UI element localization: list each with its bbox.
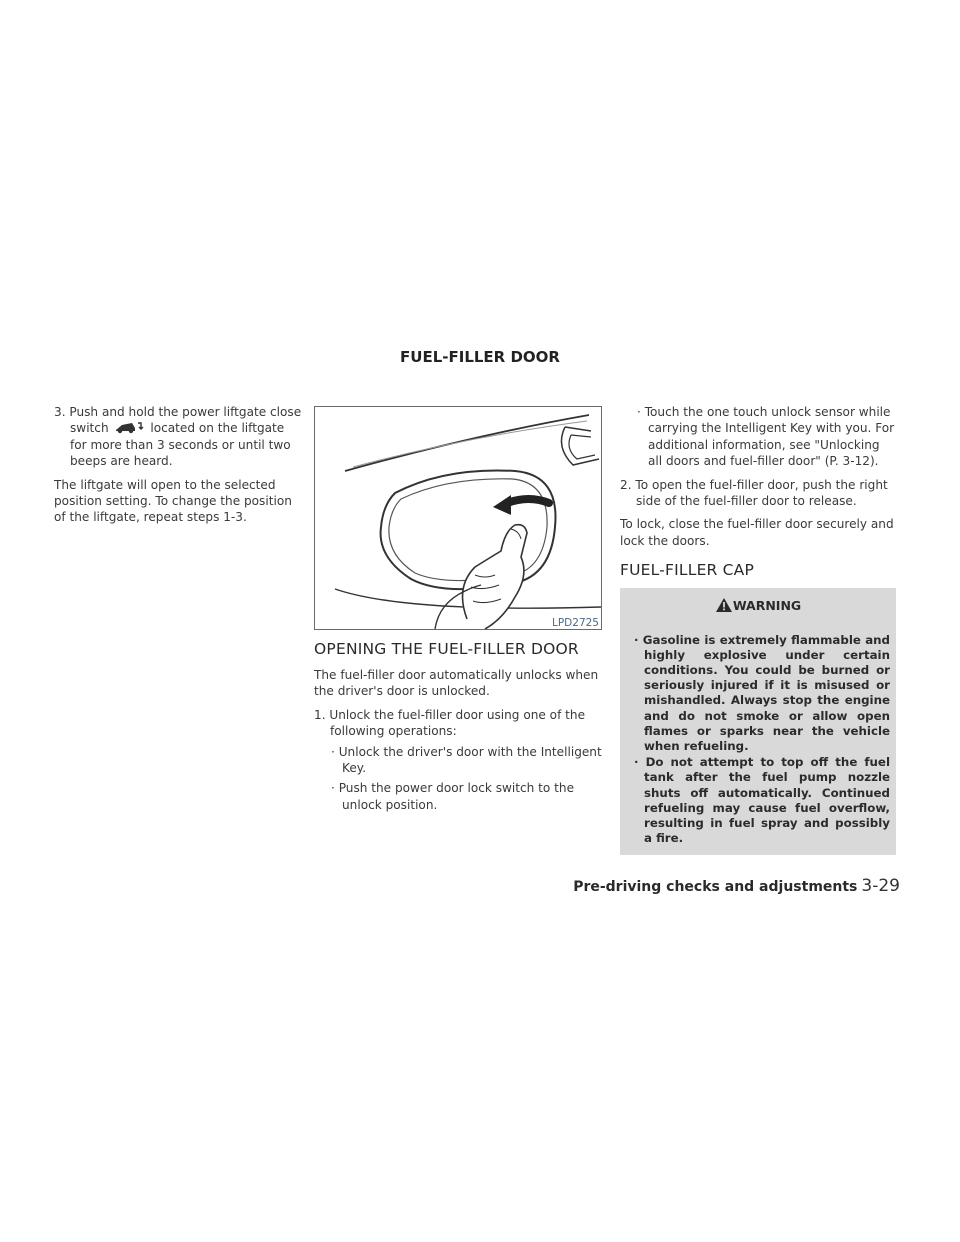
opening-fuel-door-heading: OPENING THE FUEL-FILLER DOOR (314, 640, 579, 658)
bullet-text: Push the power door lock switch to the unlock position. (338, 781, 575, 812)
list-item: · Push the power door lock switch to the unlock position. (331, 781, 575, 812)
lock-paragraph: To lock, close the fuel-filler door securely and lock the doors. (620, 517, 894, 548)
list-item: · Touch the one touch unlock sensor while carrying the Intelligent Key with you. For additional information, see "Unlocking all doors and fuel-filler door" (P. 3-12). (637, 405, 895, 469)
liftgate-paragraph: The liftgate will open to the selected position setting. To change the position of the liftgate, repeat steps 1-3. (54, 477, 292, 525)
warning-item: · Do not attempt to top off the fuel tank after the fuel pump nozzle shuts off automatically. Continued refueling may cause fuel overflow, resulting in fuel spray and possibly a fire. (634, 755, 890, 846)
bullet-text: Touch the one touch unlock sensor while carrying the Intelligent Key with you. For additional information, see "Unlocking all doors and fuel-filler door" (P. 3-12). (644, 405, 895, 469)
bullet-text: Unlock the driver's door with the Intelligent Key. (338, 744, 602, 776)
liftgate-close-icon (112, 420, 146, 434)
step-1: 1. Unlock the fuel-filler door using one of the following operations: (314, 707, 586, 739)
column-2 (314, 404, 602, 817)
step-2: 2. To open the fuel-filler door, push the right side of the fuel-filler door to release. (620, 477, 888, 509)
warning-triangle-icon (715, 597, 733, 613)
warning-text: Do not attempt to top off the fuel tank after the fuel pump nozzle shuts off automatically. Continued refueling may cause fuel overflow, resulting in fuel spray and possibly a fire. (644, 755, 890, 846)
page-footer (573, 876, 900, 896)
warning-box (620, 588, 896, 854)
opening-intro: The fuel-filler door automatically unlocks when the driver's door is unlocked. (314, 668, 599, 699)
step-3 (54, 404, 302, 470)
step-3-prefix: 3. Push and hold the power liftgate close switch (54, 405, 302, 436)
fuel-filler-door-figure (314, 406, 602, 630)
warning-text: Gasoline is extremely flammable and highly explosive under certain conditions. You could be burned or seriously injured if it is misused or mishandled. Always stop the engine and do not smoke or allow open flames or sparks near the vehicle when refueling. (642, 632, 890, 754)
page-number: 3-29 (861, 876, 900, 896)
column-1 (54, 404, 302, 533)
warning-header (620, 588, 896, 625)
figure-code: LPD2725 (552, 617, 599, 629)
fuel-door-illustration (315, 407, 601, 629)
warning-item: · Gasoline is extremely flammable and highly explosive under certain conditions. You could be burned or seriously injured if it is misused or mishandled. Always stop the engine and do not smoke or allow open flames or sparks near the vehicle when refueling. (634, 632, 890, 754)
footer-section: Pre-driving checks and adjustments (573, 879, 858, 895)
column-3 (620, 404, 896, 855)
step-3-suffix: located on the liftgate for more than 3 seconds or until two beeps are heard. (70, 421, 291, 469)
fuel-filler-cap-heading: FUEL-FILLER CAP (620, 561, 755, 580)
warning-title: WARNING (732, 598, 802, 614)
list-item: · Unlock the driver's door with the Intelligent Key. (331, 744, 602, 776)
section-title: FUEL-FILLER DOOR (400, 348, 560, 366)
